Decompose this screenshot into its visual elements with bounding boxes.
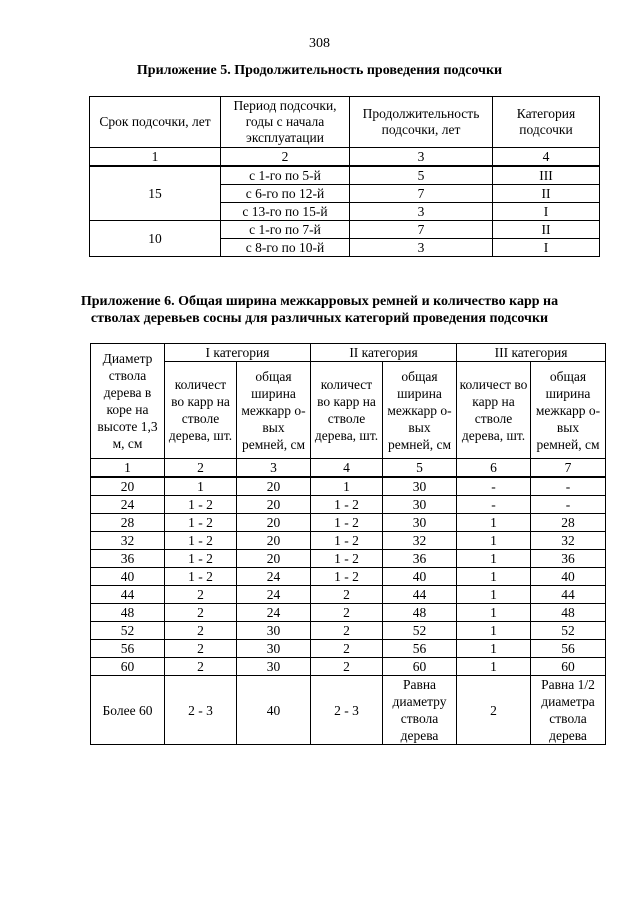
duration-cell: 5 bbox=[350, 166, 493, 185]
cell: 56 bbox=[531, 640, 606, 658]
period-cell: с 8-го по 10-й bbox=[221, 239, 350, 257]
cell: 2 bbox=[165, 604, 237, 622]
cell: 2 - 3 bbox=[165, 676, 237, 745]
cell: 44 bbox=[531, 586, 606, 604]
period-cell: с 1-го по 5-й bbox=[221, 166, 350, 185]
cell: 40 bbox=[91, 568, 165, 586]
header-count: количест во карр на стволе дерева, шт. bbox=[165, 362, 237, 459]
category-cell: I bbox=[493, 203, 600, 221]
cell: - bbox=[457, 496, 531, 514]
table-row bbox=[90, 221, 600, 239]
cell: 1 bbox=[457, 568, 531, 586]
cell: 1 - 2 bbox=[311, 496, 383, 514]
cell: 20 bbox=[237, 496, 311, 514]
col-num: 6 bbox=[457, 459, 531, 478]
header-category-3: III категория bbox=[457, 344, 606, 362]
table-row bbox=[91, 622, 606, 640]
col-num: 1 bbox=[90, 148, 221, 167]
term-cell: 10 bbox=[90, 221, 221, 257]
column-number-row bbox=[90, 148, 600, 167]
duration-cell: 3 bbox=[350, 239, 493, 257]
column-number-row bbox=[91, 459, 606, 478]
cell: 1 bbox=[311, 477, 383, 496]
category-cell: III bbox=[493, 166, 600, 185]
cell: 1 bbox=[457, 586, 531, 604]
appendix5-title: Приложение 5. Продолжительность проведения подсочки bbox=[136, 63, 503, 78]
period-cell: с 6-го по 12-й bbox=[221, 185, 350, 203]
duration-table bbox=[89, 96, 600, 257]
cell: 2 bbox=[165, 640, 237, 658]
cell: 52 bbox=[383, 622, 457, 640]
cell: 2 bbox=[311, 604, 383, 622]
cell: Равна диаметру ствола дерева bbox=[383, 676, 457, 745]
header-duration: Продолжительность подсочки, лет bbox=[350, 97, 493, 148]
duration-cell: 3 bbox=[350, 203, 493, 221]
cell: 48 bbox=[531, 604, 606, 622]
col-num: 4 bbox=[493, 148, 600, 167]
table-row bbox=[91, 514, 606, 532]
cell: 1 bbox=[457, 640, 531, 658]
cell: 40 bbox=[531, 568, 606, 586]
category-header-row bbox=[91, 344, 606, 362]
header-period: Период подсочки, годы с начала эксплуатации bbox=[221, 97, 350, 148]
table-row bbox=[91, 604, 606, 622]
header-width: общая ширина межкарр о-вых ремней, см bbox=[531, 362, 606, 459]
cell: Равна 1/2 диаметра ствола дерева bbox=[531, 676, 606, 745]
table-row bbox=[91, 658, 606, 676]
cell: 56 bbox=[91, 640, 165, 658]
table-row bbox=[91, 477, 606, 496]
cell: 20 bbox=[91, 477, 165, 496]
cell: 48 bbox=[91, 604, 165, 622]
cell: 28 bbox=[531, 514, 606, 532]
table-row-last bbox=[91, 676, 606, 745]
header-diameter: Диаметр ствола дерева в коре на высоте 1,3 м, см bbox=[91, 344, 165, 459]
cell: - bbox=[531, 477, 606, 496]
cell: 20 bbox=[237, 477, 311, 496]
cell: 20 bbox=[237, 532, 311, 550]
cell: 2 bbox=[457, 676, 531, 745]
cell: 2 bbox=[311, 586, 383, 604]
belt-width-rows bbox=[91, 477, 606, 676]
appendix6-title bbox=[40, 293, 599, 327]
header-category-1: I категория bbox=[165, 344, 311, 362]
table-row bbox=[91, 496, 606, 514]
cell: 60 bbox=[531, 658, 606, 676]
header-width: общая ширина межкарр о-вых ремней, см bbox=[237, 362, 311, 459]
header-category-2: II категория bbox=[311, 344, 457, 362]
cell: 30 bbox=[383, 477, 457, 496]
col-num: 3 bbox=[237, 459, 311, 478]
col-num: 7 bbox=[531, 459, 606, 478]
cell: 1 bbox=[457, 604, 531, 622]
col-num: 3 bbox=[350, 148, 493, 167]
cell: 36 bbox=[383, 550, 457, 568]
col-num: 1 bbox=[91, 459, 165, 478]
cell: 40 bbox=[237, 676, 311, 745]
cell: 32 bbox=[383, 532, 457, 550]
cell: 36 bbox=[531, 550, 606, 568]
cell: 30 bbox=[237, 658, 311, 676]
cell: 20 bbox=[237, 514, 311, 532]
col-num: 2 bbox=[221, 148, 350, 167]
cell: 1 bbox=[457, 658, 531, 676]
cell: 32 bbox=[91, 532, 165, 550]
cell: 52 bbox=[91, 622, 165, 640]
appendix6-title-line1: Приложение 6. Общая ширина межкарровых ремней и количество карр на bbox=[80, 294, 559, 309]
category-cell: II bbox=[493, 185, 600, 203]
cell: 1 - 2 bbox=[165, 532, 237, 550]
duration-cell: 7 bbox=[350, 185, 493, 203]
cell: 44 bbox=[383, 586, 457, 604]
cell: 44 bbox=[91, 586, 165, 604]
cell: 1 bbox=[457, 622, 531, 640]
period-cell: с 13-го по 15-й bbox=[221, 203, 350, 221]
appendix6-title-line2: стволах деревьев сосны для различных категорий проведения подсочки bbox=[90, 311, 549, 326]
cell: 2 bbox=[165, 586, 237, 604]
cell: 1 - 2 bbox=[165, 496, 237, 514]
cell: 1 bbox=[457, 550, 531, 568]
period-cell: с 1-го по 7-й bbox=[221, 221, 350, 239]
header-width: общая ширина межкарр о-вых ремней, см bbox=[383, 362, 457, 459]
cell: - bbox=[457, 477, 531, 496]
cell: 28 bbox=[91, 514, 165, 532]
cell: 2 bbox=[165, 658, 237, 676]
cell: 60 bbox=[91, 658, 165, 676]
col-num: 5 bbox=[383, 459, 457, 478]
cell: 60 bbox=[383, 658, 457, 676]
cell: 56 bbox=[383, 640, 457, 658]
cell: 30 bbox=[383, 496, 457, 514]
cell: 1 - 2 bbox=[165, 568, 237, 586]
page-number: 308 bbox=[309, 36, 330, 51]
table-row bbox=[91, 586, 606, 604]
cell: 24 bbox=[237, 586, 311, 604]
cell: 24 bbox=[237, 568, 311, 586]
cell: 2 - 3 bbox=[311, 676, 383, 745]
cell: 2 bbox=[165, 622, 237, 640]
cell: 30 bbox=[237, 622, 311, 640]
table-row bbox=[91, 550, 606, 568]
cell: - bbox=[531, 496, 606, 514]
cell: 52 bbox=[531, 622, 606, 640]
table-row bbox=[91, 568, 606, 586]
col-num: 4 bbox=[311, 459, 383, 478]
cell: 1 bbox=[457, 532, 531, 550]
cell: 1 - 2 bbox=[165, 514, 237, 532]
category-cell: II bbox=[493, 221, 600, 239]
table-row bbox=[91, 532, 606, 550]
header-count: количест во карр на стволе дерева, шт. bbox=[457, 362, 531, 459]
cell: 40 bbox=[383, 568, 457, 586]
belt-width-table bbox=[90, 343, 606, 745]
cell: 30 bbox=[237, 640, 311, 658]
col-num: 2 bbox=[165, 459, 237, 478]
header-category: Категория подсочки bbox=[493, 97, 600, 148]
header-count: количест во карр на стволе дерева, шт. bbox=[311, 362, 383, 459]
cell: 24 bbox=[237, 604, 311, 622]
cell: 30 bbox=[383, 514, 457, 532]
cell: 20 bbox=[237, 550, 311, 568]
cell: 1 - 2 bbox=[311, 532, 383, 550]
table-header-row bbox=[90, 97, 600, 148]
header-term: Срок подсочки, лет bbox=[90, 97, 221, 148]
cell: 1 - 2 bbox=[311, 568, 383, 586]
cell: Более 60 bbox=[91, 676, 165, 745]
cell: 1 bbox=[165, 477, 237, 496]
cell: 2 bbox=[311, 640, 383, 658]
cell: 1 - 2 bbox=[165, 550, 237, 568]
cell: 1 - 2 bbox=[311, 550, 383, 568]
cell: 1 - 2 bbox=[311, 514, 383, 532]
cell: 48 bbox=[383, 604, 457, 622]
cell: 2 bbox=[311, 622, 383, 640]
duration-cell: 7 bbox=[350, 221, 493, 239]
term-cell: 15 bbox=[90, 166, 221, 221]
cell: 24 bbox=[91, 496, 165, 514]
table-row bbox=[91, 640, 606, 658]
subheader-row bbox=[91, 362, 606, 459]
cell: 32 bbox=[531, 532, 606, 550]
category-cell: I bbox=[493, 239, 600, 257]
cell: 36 bbox=[91, 550, 165, 568]
cell: 2 bbox=[311, 658, 383, 676]
cell: 1 bbox=[457, 514, 531, 532]
table-row bbox=[90, 166, 600, 185]
